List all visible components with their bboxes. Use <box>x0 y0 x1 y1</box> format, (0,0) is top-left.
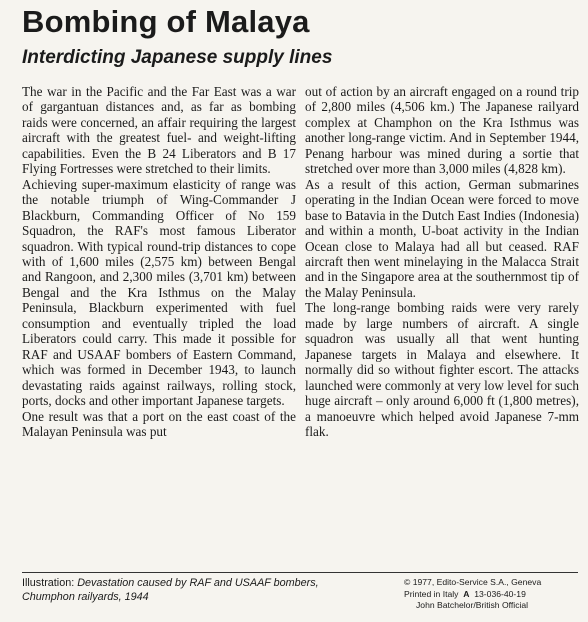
paragraph: The long-range bombing raids were very rarely made by large numbers of aircraft. A single squadron was usually all that went hunting Japanese targets in Malaya and elsewhere. It normally did so without fighter escort. The attacks launched were commonly at very low level for such huge aircraft – only around 6,000 ft (1,800 metres), a manoeuvre which helped avoid Japanese 7-mm flak. <box>305 300 579 439</box>
paragraph: The war in the Pacific and the Far East was a war of gargantuan distances and, as far as bombing raids were concerned, an affair requiring the largest aircraft with the greatest fuel- and weight-lifting capabilities. Even the B 24 Liberators and B 17 Flying Fortresses were stretched to their limits. <box>22 84 296 177</box>
photo-credit: John Batchelor/British Official <box>416 600 529 611</box>
print-line <box>404 589 574 601</box>
paragraph: One result was that a port on the east coast of the Malayan Peninsula was put <box>22 408 296 439</box>
article-column-left <box>22 84 296 439</box>
printed-text: Printed in Italy <box>404 588 459 599</box>
article-column-right <box>305 84 579 439</box>
paragraph: Achieving super-maximum elasticity of range was the notable triumph of Wing-Commander J Blackburn, Commanding Officer of No 159 Squadron, the RAF's most famous Liberator squadron. With typical round-trip distances to cope with of 1,600 miles (2,575 km) between Bengal and Rangoon, and 2,300 miles (3,701 km) between Bengal and the Kra Isthmus on the Malay Peninsula, Blackburn experimented with fuel consumption and eventually tripled the load Liberators could carry. This made it possible for RAF and USAAF bombers of Eastern Command, which was formed in December 1943, to launch devastating raids against railways, rolling stock, ports, docks and other important Japanese targets. <box>22 176 296 409</box>
paragraph: out of action by an aircraft engaged on a round trip of 2,800 miles (4,506 km.) The Japanese railyard complex at Champhon on the Kra Isthmus was another long-range victim. And in September 1944, Penang harbour was mined during a sortie that stretched over more than 3,000 miles (4,828 km). <box>305 84 579 177</box>
footer-divider <box>22 572 578 573</box>
caption-text: Devastation caused by RAF and USAAF bombers, Chumphon railyards, 1944 <box>22 577 319 603</box>
paragraph: As a result of this action, German submarines operating in the Indian Ocean were forced to move base to Batavia in the Dutch East Indies (Indonesia) and within a month, U-boat activity in the Indian Ocean close to Malaya had all but ceased. RAF aircraft then went minelaying in the Malacca Strait and in the Singapore area at the southernmost tip of the Malay Peninsula. <box>305 176 579 300</box>
illustration-label: Illustration: <box>22 577 78 589</box>
page-subtitle: Interdicting Japanese supply lines <box>22 47 333 68</box>
copyright-line: © 1977, Edito-Service S.A., Geneva <box>404 577 542 587</box>
page-title: Bombing of Malaya <box>22 4 310 39</box>
card-code: 13-036-40-19 <box>474 588 526 599</box>
publisher-info <box>404 577 574 612</box>
series-letter: A <box>463 588 470 599</box>
illustration-caption <box>22 576 352 604</box>
